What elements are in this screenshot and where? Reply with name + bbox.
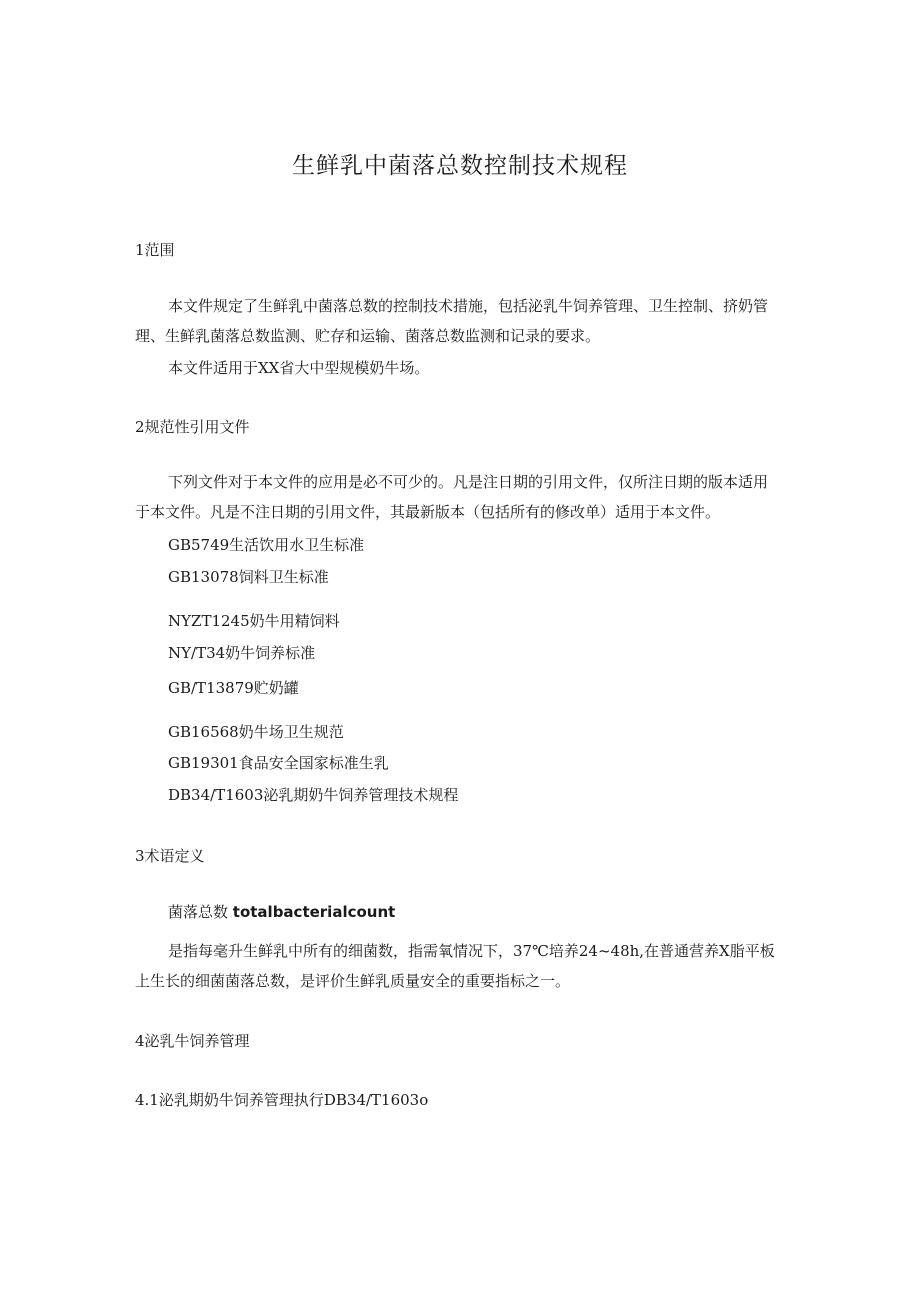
scope-paragraph-line-1: 本文件规定了生鲜乳中菌落总数的控制技术措施，包括泌乳牛饲养管理、卫生控制、挤奶管: [168, 297, 769, 315]
term-definition-line-2: 上生长的细菌菌落总数，是评价生鲜乳质量安全的重要指标之一。: [135, 972, 571, 990]
reference-item: NY/T34奶牛饲养标准: [168, 644, 316, 662]
reference-item: NYZT1245奶牛用精饲料: [168, 612, 340, 630]
section-heading-normative-references: 2规范性引用文件: [135, 418, 250, 436]
scope-paragraph-line-2: 理、生鲜乳菌落总数监测、贮存和运输、菌落总数监测和记录的要求。: [135, 327, 601, 345]
section-heading-terms: 3术语定义: [135, 847, 205, 865]
document-title: 生鲜乳中菌落总数控制技术规程: [292, 153, 628, 179]
reference-item: GB16568奶牛场卫生规范: [168, 723, 344, 741]
subsection-4-1: 4.1泌乳期奶牛饲养管理执行DB34/T1603o: [135, 1091, 429, 1109]
section-heading-scope: 1范围: [135, 241, 175, 259]
term-definition-line-1: 是指每毫升生鲜乳中所有的细菌数，指需氧情况下，37℃培养24~48h,在普通营养X脂平板: [168, 942, 775, 960]
reference-item: DB34/T1603泌乳期奶牛饲养管理技术规程: [168, 786, 459, 804]
reference-item: GB13078饲料卫生标准: [168, 568, 329, 586]
reference-item: GB/T13879贮奶罐: [168, 679, 299, 697]
term-english: totalbacterialcount: [232, 903, 396, 921]
references-paragraph-line-1: 下列文件对于本文件的应用是必不可少的。凡是注日期的引用文件，仅所注日期的版本适用: [168, 473, 769, 491]
section-heading-feeding-management: 4泌乳牛饲养管理: [135, 1032, 250, 1050]
reference-item: GB5749生活饮用水卫生标准: [168, 536, 365, 554]
reference-item: GB19301食品安全国家标准生乳: [168, 754, 389, 772]
term-chinese: 菌落总数: [168, 903, 233, 921]
scope-applicability: 本文件适用于XX省大中型规模奶牛场。: [168, 359, 430, 377]
references-paragraph-line-2: 于本文件。凡是不注日期的引用文件，其最新版本（包括所有的修改单）适用于本文件。: [135, 503, 721, 521]
term-entry: [168, 902, 395, 922]
